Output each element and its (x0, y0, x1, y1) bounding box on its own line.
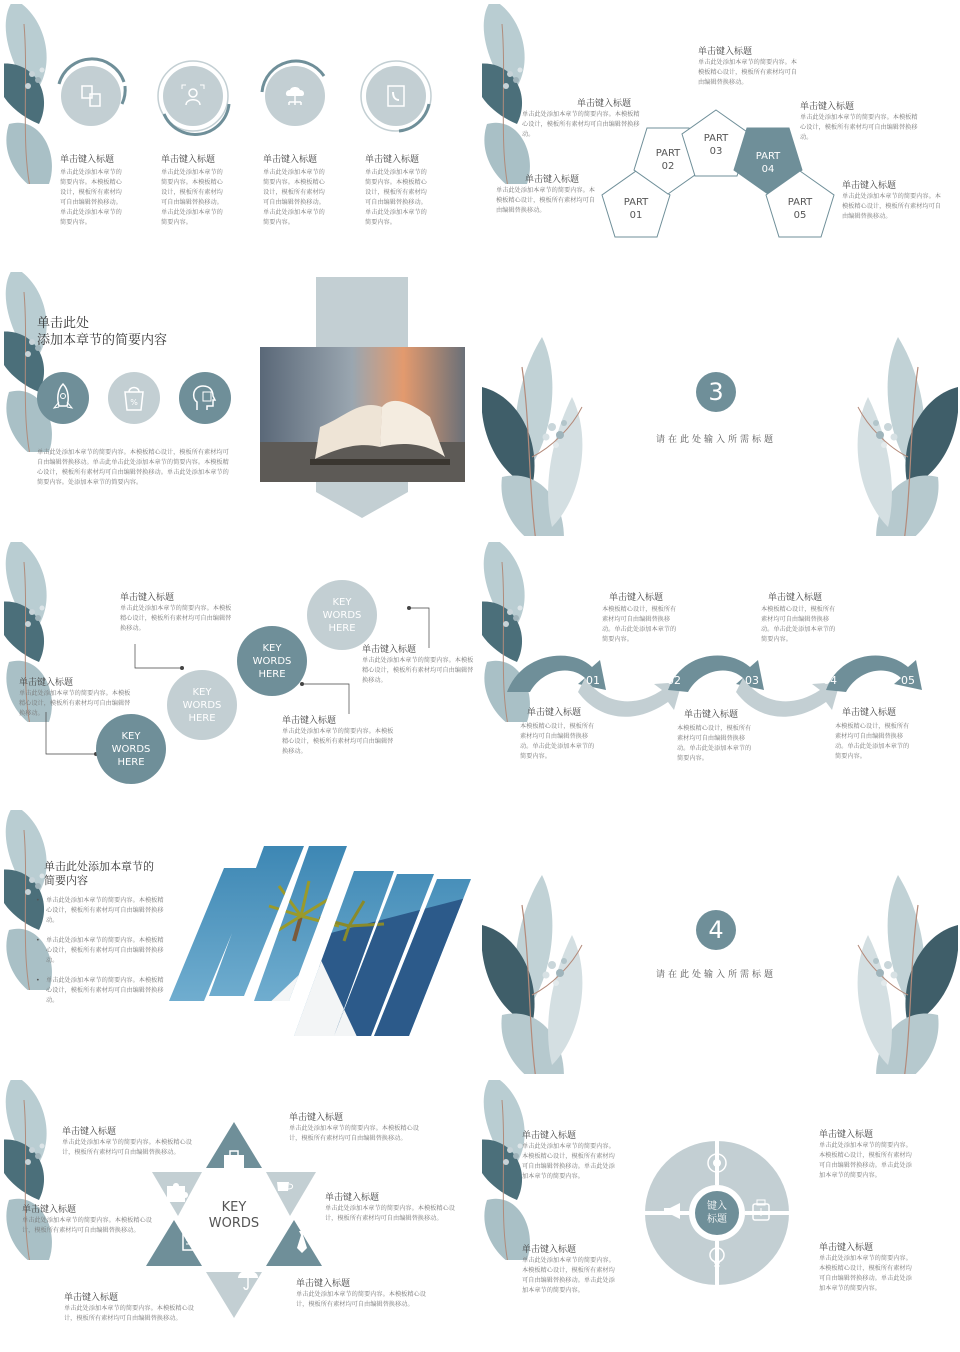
keyword-bubble[interactable]: KEY WORDS HERE (96, 714, 166, 784)
section-number: 3 (696, 372, 736, 412)
text-body[interactable]: 单击此处添加本章节的简要内容。本模板精心设计，模板所有素材均可自由编辑替换移动。单击此处添加本章节的简要内容。 (522, 1143, 615, 1180)
bullet-item[interactable]: • 单击此处添加本章节的简要内容。本模板精心设计，模板所有素材均可自由编辑替换移动。 (46, 896, 164, 926)
text-title[interactable]: 单击键入标题 (842, 708, 897, 718)
item-body[interactable]: 单击此处添加本章节的简要内容。本模板精心设计，模板所有素材均可自由编辑替换移动。单击此处添加本章节的简要内容。 (161, 169, 223, 226)
lightbulb-icon (704, 1244, 730, 1270)
item-body[interactable]: 单击此处添加本章节的简要内容。本模板精心设计，模板所有素材均可自由编辑替换移动。单击此处添加本章节的简要内容。 (263, 169, 325, 226)
text-title[interactable]: 单击键入标题 (296, 1279, 351, 1289)
coffee-cup-icon (274, 1174, 296, 1194)
text-body[interactable]: 单击此处添加本章节的简要内容。本模板精心设计，模板所有素材均可自由编辑替换移动。 (62, 1139, 192, 1156)
step-number: 04 (823, 674, 837, 687)
text-title[interactable]: 单击键入标题 (362, 645, 417, 655)
slide-title-line1[interactable]: 单击此处 (37, 316, 90, 331)
text-body[interactable]: 本模板精心设计，模板所有素材均可自由编辑替换移动。单击此处添加本章节的简要内容。 (602, 606, 677, 643)
megaphone-icon (660, 1200, 686, 1222)
document-pen-icon (180, 1228, 204, 1254)
text-title[interactable]: 单击键入标题 (282, 716, 337, 726)
step-number: 03 (745, 674, 759, 687)
wave-arrow-timeline (482, 542, 958, 806)
slide-title-line2[interactable]: 添加本章节的简要内容 (37, 333, 168, 348)
text-body[interactable]: 单击此处添加本章节的简要内容。本模板精心设计，模板所有素材均可自由编辑替换移动。单击此处添加本章节的简要内容。 (522, 1257, 615, 1294)
puzzle-icon (164, 1180, 188, 1204)
leaf-decoration-left (482, 337, 592, 536)
palm-photo-strips (169, 846, 474, 1041)
person-target-icon (181, 84, 205, 108)
slide-4 (482, 272, 958, 536)
text-body[interactable]: 单击此处添加本章节的简要内容。本模板精心设计，模板所有素材均可自由编辑替换移动。 (19, 690, 131, 717)
leaf-decoration-right (848, 875, 958, 1074)
text-title[interactable]: 单击键入标题 (819, 1130, 874, 1140)
part-04-label: PART 04 (755, 151, 781, 175)
center-keywords: KEY WORDS (208, 1200, 260, 1231)
center-title: 键入 标题 (707, 1201, 727, 1225)
section-title[interactable]: 请在此处输入所需标题 (655, 435, 776, 445)
svg-text:%: % (130, 398, 138, 407)
text-body[interactable]: 单击此处添加本章节的简要内容。本模板精心设计，模板所有素材均可自由编辑替换移动。 (698, 59, 797, 86)
text-title[interactable]: 单击键入标题 (527, 708, 582, 718)
slide-title-line2[interactable]: 简要内容 (44, 874, 88, 887)
slide-body[interactable]: 单击此处添加本章节的简要内容。本模板精心设计，模板所有素材均可自由编辑替换移动。单击此单击此处添加本章节的简要内容。本模板精心设计，模板所有素材均可自由编辑替换移动。单击此处添加本章节的简要内容。处添加本章节的简要内容。 (37, 449, 229, 486)
icon-circles (4, 4, 480, 268)
leaf-decoration-right (848, 337, 958, 536)
rocket-icon (37, 372, 89, 424)
text-title[interactable]: 单击键入标题 (698, 47, 753, 57)
text-title[interactable]: 单击键入标题 (62, 1127, 117, 1137)
text-title[interactable]: 单击键入标题 (64, 1293, 119, 1303)
text-body[interactable]: 单击此处添加本章节的简要内容。本模板精心设计，模板所有素材均可自由编辑替换移动。 (64, 1305, 194, 1322)
text-body[interactable]: 单击此处添加本章节的简要内容。本模板精心设计，模板所有素材均可自由编辑替换移动。单击此处添加本章节的简要内容。 (819, 1142, 912, 1179)
part-01-label: PART 01 (623, 197, 649, 221)
bullet-item[interactable]: • 单击此处添加本章节的简要内容。本模板精心设计，模板所有素材均可自由编辑替换移动。 (46, 976, 164, 1006)
keyword-bubble[interactable]: KEY WORDS HERE (237, 626, 307, 696)
part-03-label: PART 03 (703, 133, 729, 157)
text-body[interactable]: 单击此处添加本章节的简要内容。本模板精心设计，模板所有素材均可自由编辑替换移动。 (522, 111, 640, 138)
item-title[interactable]: 单击键入标题 (365, 155, 420, 165)
text-title[interactable]: 单击键入标题 (522, 1131, 577, 1141)
document-exchange-icon (79, 84, 103, 108)
necktie-icon (294, 1230, 310, 1254)
text-title[interactable]: 单击键入标题 (842, 181, 897, 191)
text-title[interactable]: 单击键入标题 (800, 102, 855, 112)
text-body[interactable]: 单击此处添加本章节的简要内容。本模板精心设计，模板所有素材均可自由编辑替换移动。 (282, 728, 394, 755)
luggage-icon (748, 1198, 774, 1224)
text-body[interactable]: 单击此处添加本章节的简要内容。本模板精心设计，模板所有素材均可自由编辑替换移动。 (800, 114, 918, 141)
text-title[interactable]: 单击键入标题 (577, 99, 632, 109)
head-checklist-icon (179, 372, 231, 424)
text-body[interactable]: 本模板精心设计，模板所有素材均可自由编辑替换移动。单击此处添加本章节的简要内容。 (761, 606, 836, 643)
slide-8 (482, 810, 958, 1074)
text-body[interactable]: 单击此处添加本章节的简要内容。本模板精心设计，模板所有素材均可自由编辑替换移动。 (22, 1217, 152, 1234)
slide-2 (482, 4, 958, 268)
text-title[interactable]: 单击键入标题 (22, 1205, 77, 1215)
step-number: 01 (586, 674, 600, 687)
text-title[interactable]: 单击键入标题 (325, 1193, 380, 1203)
step-number: 05 (901, 674, 915, 687)
text-title[interactable]: 单击键入标题 (609, 593, 664, 603)
text-body[interactable]: 单击此处添加本章节的简要内容。本模板精心设计，模板所有素材均可自由编辑替换移动。 (842, 193, 941, 220)
slide-6 (482, 542, 958, 806)
text-title[interactable]: 单击键入标题 (768, 593, 823, 603)
bullet-item[interactable]: • 单击此处添加本章节的简要内容。本模板精心设计，模板所有素材均可自由编辑替换移动。 (46, 936, 164, 966)
item-title[interactable]: 单击键入标题 (161, 155, 216, 165)
text-title[interactable]: 单击键入标题 (819, 1243, 874, 1253)
gear-cycle-icon (704, 1150, 730, 1176)
text-body[interactable]: 单击此处添加本章节的简要内容。本模板精心设计，模板所有素材均可自由编辑替换移动。 (325, 1205, 455, 1222)
text-title[interactable]: 单击键入标题 (522, 1245, 577, 1255)
shopping-bag-percent-icon (108, 372, 160, 424)
keyword-bubble[interactable]: KEY WORDS HERE (307, 580, 377, 650)
part-05-label: PART 05 (787, 197, 813, 221)
item-title[interactable]: 单击键入标题 (263, 155, 318, 165)
text-body[interactable]: 单击此处添加本章节的简要内容。本模板精心设计，模板所有素材均可自由编辑替换移动。 (362, 657, 474, 684)
text-body[interactable]: 本模板精心设计，模板所有素材均可自由编辑替换移动。单击此处添加本章节的简要内容。 (677, 725, 752, 762)
text-body[interactable]: 本模板精心设计，模板所有素材均可自由编辑替换移动。单击此处添加本章节的简要内容。 (520, 723, 595, 760)
text-body[interactable]: 单击此处添加本章节的简要内容。本模板精心设计，模板所有素材均可自由编辑替换移动。单击此处添加本章节的简要内容。 (819, 1255, 912, 1292)
text-body[interactable]: 单击此处添加本章节的简要内容。本模板精心设计，模板所有素材均可自由编辑替换移动。 (296, 1291, 426, 1308)
part-02-label: PART 02 (655, 148, 681, 172)
umbrella-icon (236, 1268, 260, 1290)
item-title[interactable]: 单击键入标题 (60, 155, 115, 165)
briefcase-icon (222, 1150, 246, 1170)
text-body[interactable]: 单击此处添加本章节的简要内容。本模板精心设计，模板所有素材均可自由编辑替换移动。 (289, 1125, 419, 1142)
text-body[interactable]: 单击此处添加本章节的简要内容。本模板精心设计，模板所有素材均可自由编辑替换移动。 (496, 187, 595, 214)
text-title[interactable]: 单击键入标题 (19, 678, 74, 688)
item-body[interactable]: 单击此处添加本章节的简要内容。本模板精心设计，模板所有素材均可自由编辑替换移动。单击此处添加本章节的简要内容。 (365, 169, 427, 226)
slide-title-line1[interactable]: 单击此处添加本章节的 (44, 860, 154, 873)
text-title[interactable]: 单击键入标题 (120, 593, 175, 603)
text-title[interactable]: 单击键入标题 (289, 1113, 344, 1123)
slide-3 (4, 272, 480, 536)
phone-book-icon (384, 84, 408, 108)
text-title[interactable]: 单击键入标题 (525, 175, 580, 185)
section-title[interactable]: 请在此处输入所需标题 (655, 970, 776, 980)
slide-5 (4, 542, 480, 806)
text-body[interactable]: 本模板精心设计，模板所有素材均可自由编辑替换移动。单击此处添加本章节的简要内容。 (835, 723, 910, 760)
slide-1 (4, 4, 480, 268)
keyword-bubble[interactable]: KEY WORDS HERE (167, 670, 237, 740)
step-number: 02 (667, 674, 681, 687)
item-body[interactable]: 单击此处添加本章节的简要内容。本模板精心设计，模板所有素材均可自由编辑替换移动。单击此处添加本章节的简要内容。 (60, 169, 122, 226)
slide-7 (4, 810, 480, 1074)
cloud-network-icon (283, 84, 307, 108)
leaf-decoration (4, 272, 74, 452)
slide-9 (4, 1080, 480, 1344)
slide-10 (482, 1080, 958, 1344)
section-number: 4 (696, 910, 736, 950)
leaf-decoration-left (482, 875, 592, 1074)
text-body[interactable]: 单击此处添加本章节的简要内容。本模板精心设计，模板所有素材均可自由编辑替换移动。 (120, 605, 232, 632)
text-title[interactable]: 单击键入标题 (684, 710, 739, 720)
book-photo (260, 347, 465, 482)
